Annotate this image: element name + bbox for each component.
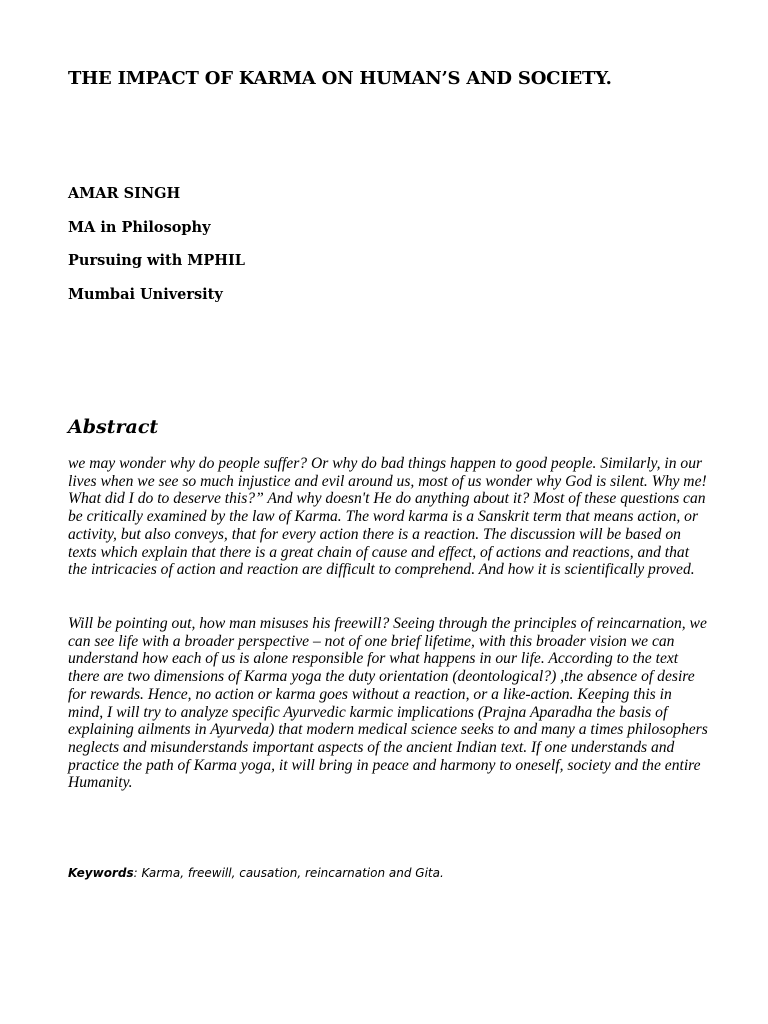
keywords-line bbox=[68, 866, 444, 880]
author-degree: MA in Philosophy bbox=[68, 218, 211, 236]
abstract-heading: Abstract bbox=[68, 416, 159, 438]
abstract-paragraph: Will be pointing out, how man misuses his freewill? Seeing through the principles of reincarnation, we can see life with a broader perspective – not of one brief lifetime, with this broader vision we can understand how each of us is alone responsible for what happens in our life. According to the text there are two dimensions of Karma yoga the duty orientation (deontological?) ,the absence of desire for rewards. Hence, no action or karma goes without a reaction, or a like-action. Keeping this in mind, I will try to analyze specific Ayurvedic karmic implications (Prajna Aparadha the basis of explaining ailments in Ayurveda) that modern medical science seeks to and many a times philosophers neglects and misunderstands important aspects of the ancient Indian text. If one understands and practice the path of Karma yoga, it will bring in peace and harmony to oneself, society and the entire Humanity. bbox=[68, 615, 708, 792]
author-university: Mumbai University bbox=[68, 285, 223, 303]
author-info bbox=[68, 184, 245, 318]
document-title: THE IMPACT OF KARMA ON HUMAN’S AND SOCIETY. bbox=[68, 68, 612, 89]
keywords-label: Keywords bbox=[68, 866, 134, 880]
abstract-paragraph: we may wonder why do people suffer? Or why do bad things happen to good people. Similarly, in our lives when we see so much injustice and evil around us, most of us wonder why God is silent. Why me! What did I do to deserve this?” And why doesn't He do anything about it? Most of these questions can be critically examined by the law of Karma. The word karma is a Sanskrit term that means action, or activity, but also conveys, that for every action there is a reaction. The discussion will be based on texts which explain that there is a great chain of cause and effect, of actions and reactions, and that the intricacies of action and reaction are difficult to comprehend. And how it is scientifically proved. bbox=[68, 455, 707, 579]
author-name: AMAR SINGH bbox=[68, 185, 181, 202]
author-pursuing: Pursuing with MPHIL bbox=[68, 252, 245, 269]
keywords-text: : Karma, freewill, causation, reincarnation and Gita. bbox=[133, 866, 444, 880]
